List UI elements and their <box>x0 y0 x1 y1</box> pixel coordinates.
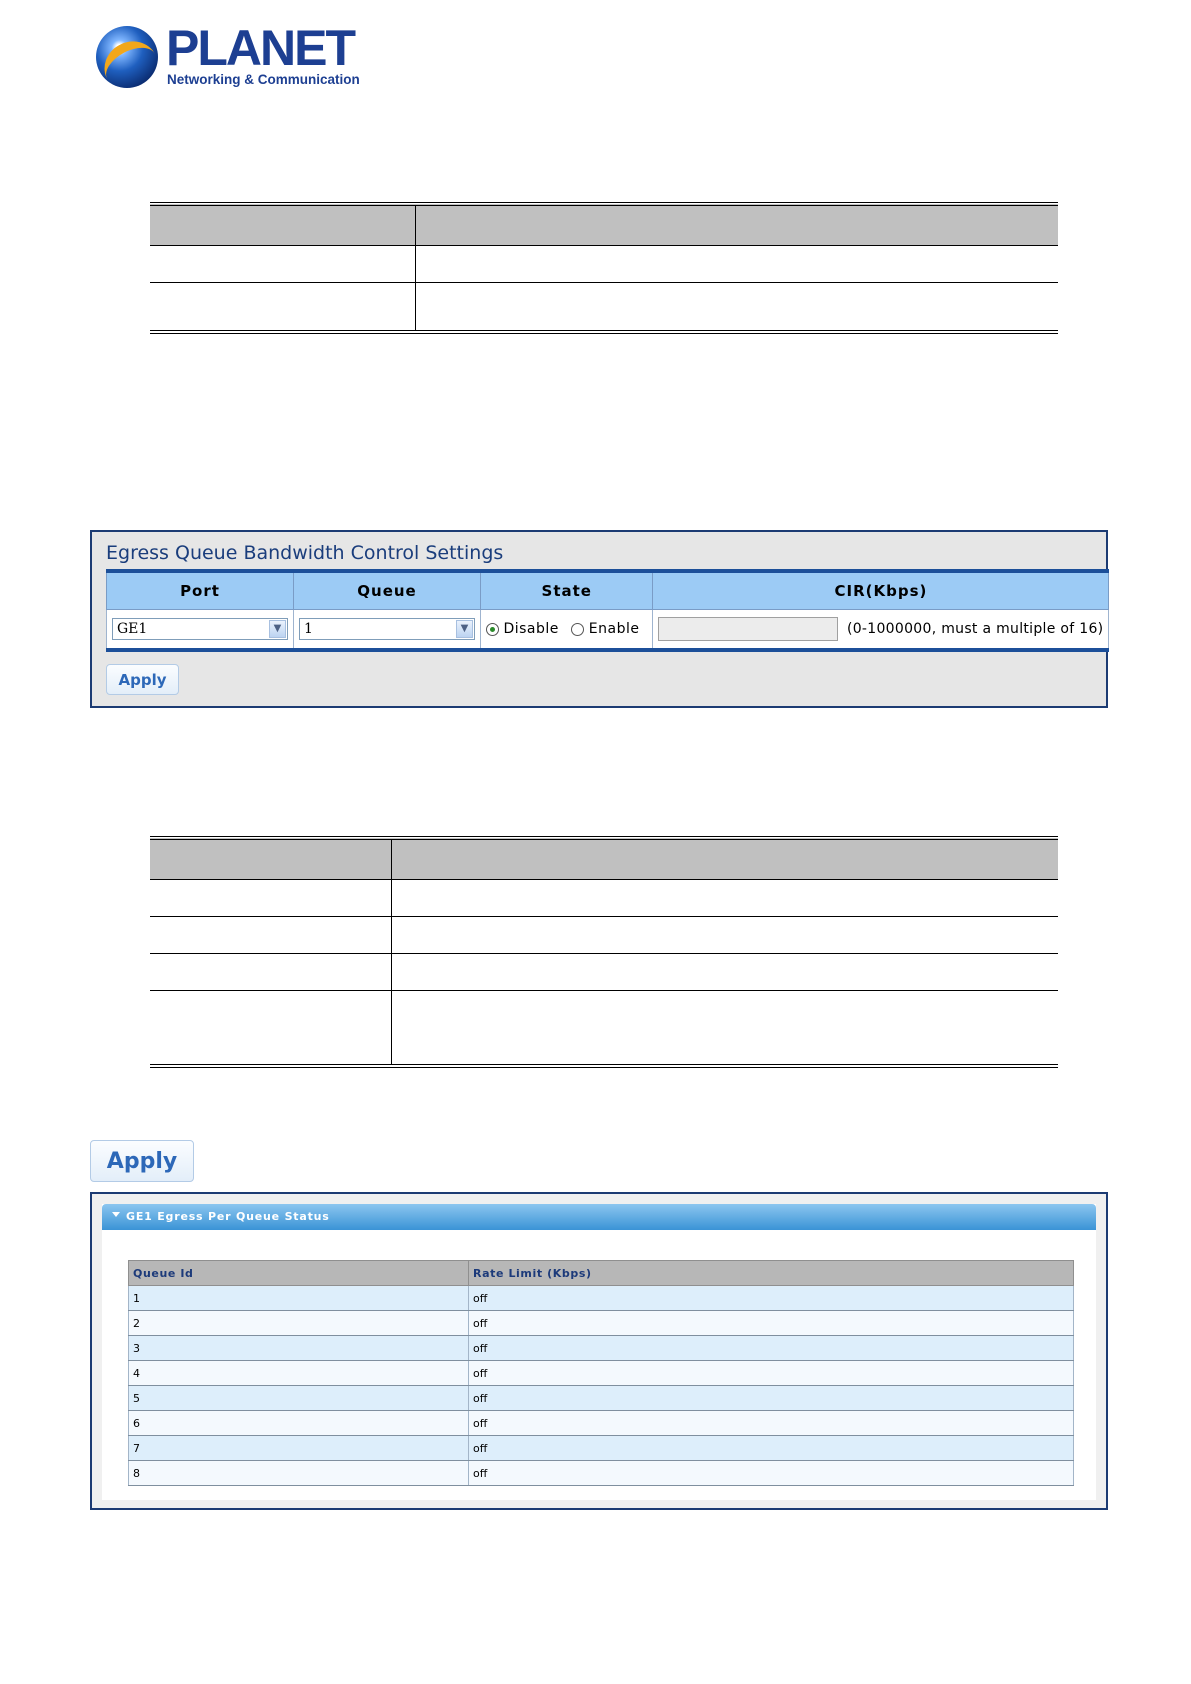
queue-id-cell: 8 <box>129 1461 469 1486</box>
queue-select-value: 1 <box>304 621 313 637</box>
doc-table-2-row <box>150 954 1058 991</box>
queue-status-panel <box>90 1192 1108 1510</box>
column-header-state: State <box>481 571 653 610</box>
settings-apply-button[interactable]: Apply <box>106 664 179 695</box>
doc-table-2-row <box>150 917 1058 954</box>
queue-id-cell: 7 <box>129 1436 469 1461</box>
queue-id-cell: 4 <box>129 1361 469 1386</box>
port-select[interactable] <box>112 618 288 640</box>
logo-brand: PLANET <box>166 20 354 76</box>
cir-hint: (0-1000000, must a multiple of 16) <box>846 621 1104 637</box>
queue-status-table <box>128 1260 1074 1486</box>
apply-button[interactable]: Apply <box>90 1140 194 1182</box>
chevron-down-icon[interactable]: ▼ <box>269 620 286 638</box>
doc-table-2-header <box>150 838 1058 880</box>
settings-table <box>106 569 1109 652</box>
state-disable-label: Disable <box>503 621 559 637</box>
rate-limit-cell: off <box>469 1311 1074 1336</box>
rate-limit-cell: off <box>469 1411 1074 1436</box>
doc-table-2-row <box>150 991 1058 1067</box>
queue-cell <box>294 610 481 651</box>
queue-id-cell: 6 <box>129 1411 469 1436</box>
column-header-queue-id: Queue Id <box>129 1261 469 1286</box>
table-row <box>129 1286 1074 1311</box>
queue-select[interactable] <box>299 618 475 640</box>
state-cell <box>481 610 653 651</box>
planet-logo <box>96 20 360 92</box>
port-cell <box>107 610 294 651</box>
table-row <box>129 1361 1074 1386</box>
state-enable-radio[interactable] <box>571 623 584 636</box>
doc-table-1-row <box>150 283 1058 333</box>
doc-table-2-row <box>150 880 1058 917</box>
column-header-port: Port <box>107 571 294 610</box>
rate-limit-cell: off <box>469 1436 1074 1461</box>
port-select-value: GE1 <box>117 621 148 637</box>
queue-id-cell: 3 <box>129 1336 469 1361</box>
caret-down-icon[interactable] <box>112 1212 120 1217</box>
globe-logo-icon <box>96 26 158 88</box>
table-row <box>129 1311 1074 1336</box>
doc-table-1 <box>150 202 1058 334</box>
column-header-queue: Queue <box>294 571 481 610</box>
egress-settings-panel <box>90 530 1108 708</box>
state-enable-label: Enable <box>588 621 640 637</box>
doc-table-1-row <box>150 246 1058 283</box>
queue-status-body <box>102 1204 1096 1500</box>
rate-limit-cell: off <box>469 1386 1074 1411</box>
rate-limit-cell: off <box>469 1286 1074 1311</box>
queue-id-cell: 1 <box>129 1286 469 1311</box>
column-header-rate-limit: Rate Limit (Kbps) <box>469 1261 1074 1286</box>
rate-limit-cell: off <box>469 1461 1074 1486</box>
table-row <box>129 1336 1074 1361</box>
logo-tagline: Networking & Communication <box>167 72 360 87</box>
queue-id-cell: 5 <box>129 1386 469 1411</box>
column-header-cir: CIR(Kbps) <box>653 571 1109 610</box>
chevron-down-icon[interactable]: ▼ <box>456 620 473 638</box>
table-row <box>129 1461 1074 1486</box>
cir-cell <box>653 610 1109 651</box>
doc-table-1-header <box>150 204 1058 246</box>
queue-status-title: GE1 Egress Per Queue Status <box>126 1210 330 1223</box>
cir-input[interactable] <box>658 617 838 641</box>
state-disable-radio[interactable] <box>486 623 499 636</box>
rate-limit-cell: off <box>469 1361 1074 1386</box>
settings-panel-title: Egress Queue Bandwidth Control Settings <box>106 542 504 564</box>
queue-id-cell: 2 <box>129 1311 469 1336</box>
table-row <box>129 1386 1074 1411</box>
doc-table-2 <box>150 836 1058 1068</box>
table-row <box>129 1411 1074 1436</box>
table-row <box>129 1436 1074 1461</box>
rate-limit-cell: off <box>469 1336 1074 1361</box>
queue-status-header[interactable] <box>102 1204 1096 1230</box>
